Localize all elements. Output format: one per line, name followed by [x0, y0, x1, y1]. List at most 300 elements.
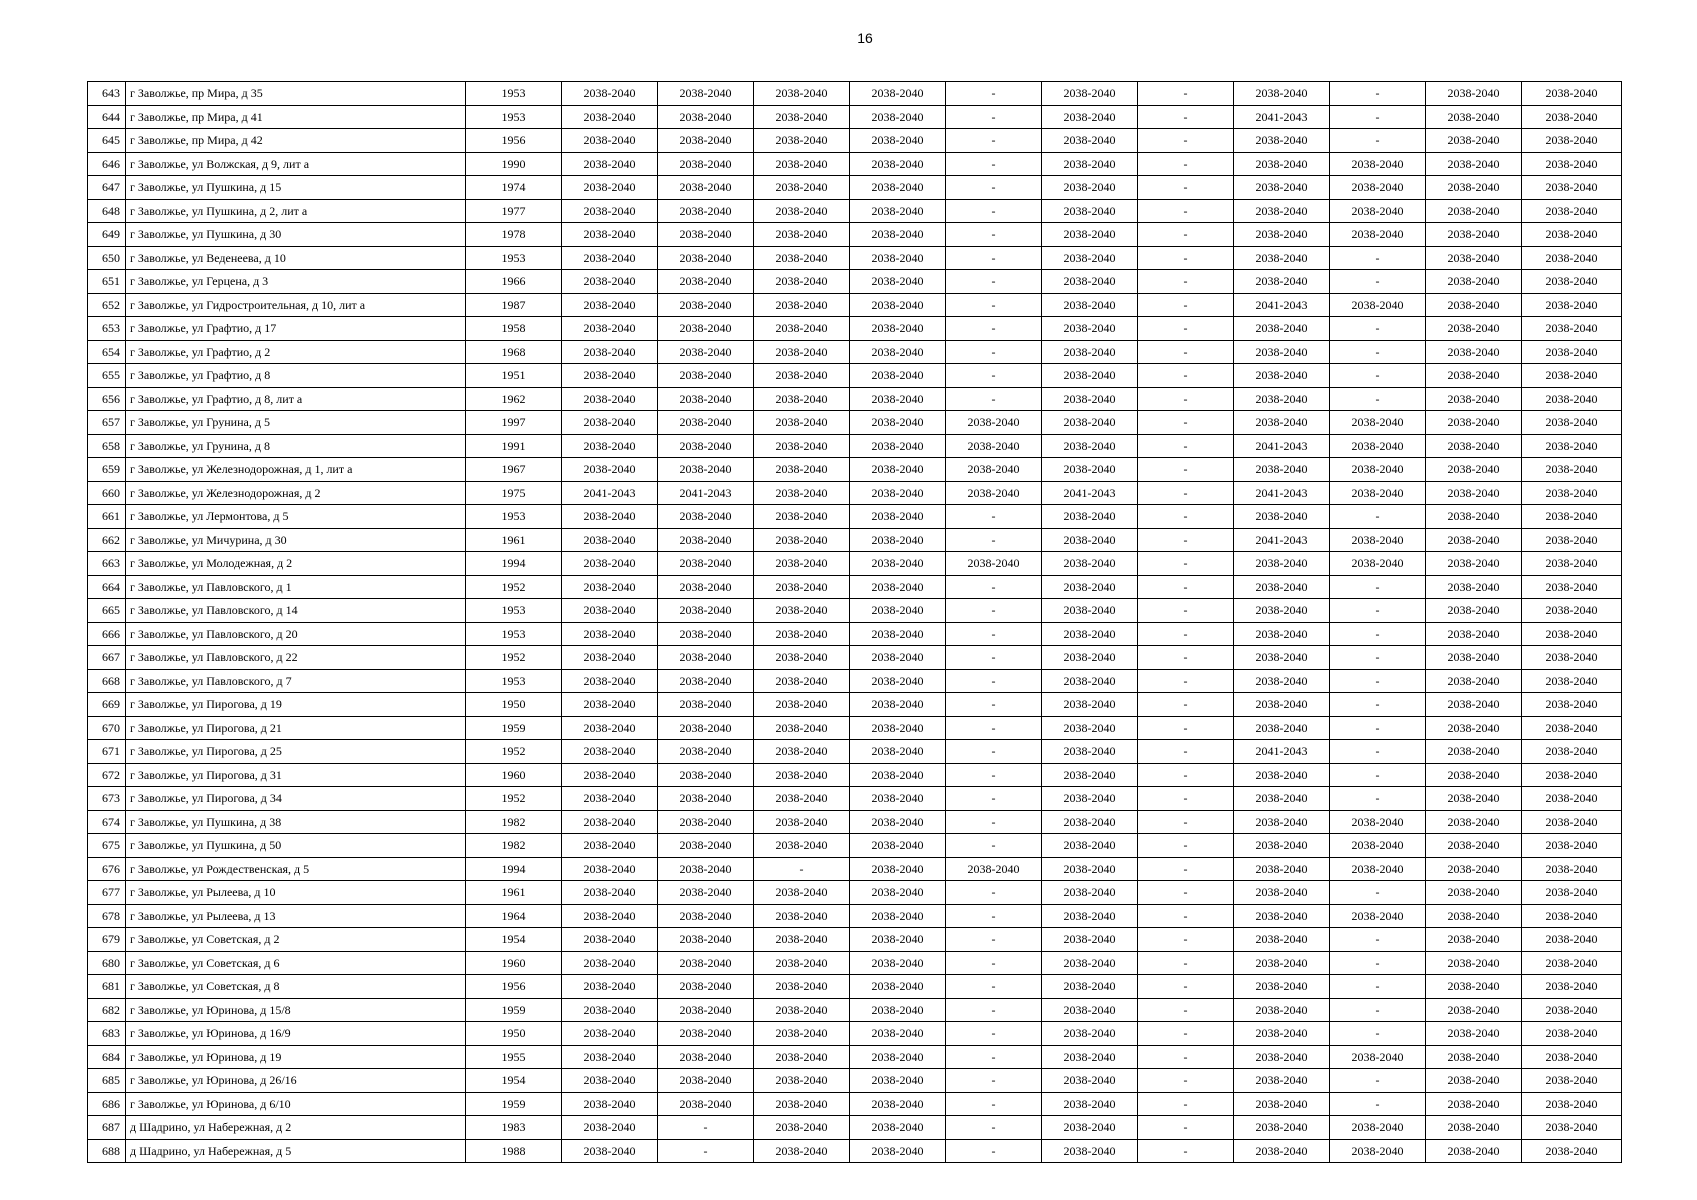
- cell-year-built: 1951: [466, 364, 562, 388]
- cell-row-number: 673: [88, 787, 126, 811]
- cell-work-10: 2038-2040: [1426, 998, 1522, 1022]
- table-row: [88, 434, 1622, 458]
- cell-work-9: 2038-2040: [1330, 434, 1426, 458]
- cell-work-10: 2038-2040: [1426, 176, 1522, 200]
- cell-work-5: 2038-2040: [946, 857, 1042, 881]
- cell-work-7: -: [1138, 223, 1234, 247]
- cell-work-2: 2038-2040: [658, 223, 754, 247]
- table-row: [88, 176, 1622, 200]
- cell-work-6: 2038-2040: [1042, 199, 1138, 223]
- cell-work-3: 2038-2040: [754, 575, 850, 599]
- cell-work-8: 2038-2040: [1234, 951, 1330, 975]
- table-row: [88, 716, 1622, 740]
- cell-work-5: -: [946, 293, 1042, 317]
- cell-work-7: -: [1138, 528, 1234, 552]
- cell-work-7: -: [1138, 105, 1234, 129]
- cell-work-11: 2038-2040: [1522, 857, 1622, 881]
- cell-work-7: -: [1138, 152, 1234, 176]
- cell-work-5: 2038-2040: [946, 552, 1042, 576]
- cell-row-number: 644: [88, 105, 126, 129]
- cell-work-8: 2041-2043: [1234, 105, 1330, 129]
- table-row: [88, 998, 1622, 1022]
- cell-work-10: 2038-2040: [1426, 834, 1522, 858]
- cell-address: г Заволжье, ул Павловского, д 7: [126, 669, 466, 693]
- table-row: [88, 763, 1622, 787]
- cell-work-5: -: [946, 787, 1042, 811]
- table-row: [88, 223, 1622, 247]
- cell-work-8: 2038-2040: [1234, 599, 1330, 623]
- cell-work-1: 2038-2040: [562, 1116, 658, 1140]
- cell-work-2: 2038-2040: [658, 810, 754, 834]
- cell-address: г Заволжье, ул Пушкина, д 38: [126, 810, 466, 834]
- cell-address: г Заволжье, ул Пирогова, д 25: [126, 740, 466, 764]
- cell-work-9: 2038-2040: [1330, 458, 1426, 482]
- cell-work-6: 2038-2040: [1042, 975, 1138, 999]
- cell-work-1: 2038-2040: [562, 505, 658, 529]
- cell-work-1: 2038-2040: [562, 928, 658, 952]
- table-row: [88, 552, 1622, 576]
- cell-work-5: -: [946, 834, 1042, 858]
- cell-row-number: 657: [88, 411, 126, 435]
- cell-work-10: 2038-2040: [1426, 787, 1522, 811]
- cell-year-built: 1953: [466, 622, 562, 646]
- cell-work-3: 2038-2040: [754, 82, 850, 106]
- cell-work-10: 2038-2040: [1426, 693, 1522, 717]
- cell-work-7: -: [1138, 951, 1234, 975]
- cell-work-1: 2038-2040: [562, 176, 658, 200]
- cell-work-11: 2038-2040: [1522, 82, 1622, 106]
- cell-work-5: -: [946, 340, 1042, 364]
- cell-work-2: 2038-2040: [658, 317, 754, 341]
- cell-work-7: -: [1138, 317, 1234, 341]
- cell-work-10: 2038-2040: [1426, 458, 1522, 482]
- cell-work-6: 2038-2040: [1042, 1045, 1138, 1069]
- cell-work-7: -: [1138, 693, 1234, 717]
- cell-work-9: -: [1330, 716, 1426, 740]
- cell-work-5: -: [946, 693, 1042, 717]
- cell-address: г Заволжье, ул Пирогова, д 34: [126, 787, 466, 811]
- cell-work-2: 2038-2040: [658, 763, 754, 787]
- cell-work-11: 2038-2040: [1522, 599, 1622, 623]
- cell-work-6: 2038-2040: [1042, 998, 1138, 1022]
- cell-work-11: 2038-2040: [1522, 787, 1622, 811]
- table-row: [88, 105, 1622, 129]
- cell-work-6: 2038-2040: [1042, 575, 1138, 599]
- cell-address: г Заволжье, ул Графтио, д 8, лит а: [126, 387, 466, 411]
- cell-work-9: -: [1330, 763, 1426, 787]
- cell-row-number: 660: [88, 481, 126, 505]
- cell-work-2: 2038-2040: [658, 881, 754, 905]
- cell-work-5: 2038-2040: [946, 458, 1042, 482]
- cell-year-built: 1983: [466, 1116, 562, 1140]
- cell-work-7: -: [1138, 646, 1234, 670]
- cell-work-7: -: [1138, 622, 1234, 646]
- cell-year-built: 1974: [466, 176, 562, 200]
- cell-row-number: 682: [88, 998, 126, 1022]
- cell-work-6: 2038-2040: [1042, 1116, 1138, 1140]
- table-row: [88, 340, 1622, 364]
- cell-work-5: -: [946, 928, 1042, 952]
- cell-work-2: -: [658, 1139, 754, 1163]
- cell-work-6: 2038-2040: [1042, 599, 1138, 623]
- cell-address: д Шадрино, ул Набережная, д 5: [126, 1139, 466, 1163]
- cell-work-9: -: [1330, 387, 1426, 411]
- cell-work-5: -: [946, 763, 1042, 787]
- cell-work-11: 2038-2040: [1522, 176, 1622, 200]
- cell-work-6: 2038-2040: [1042, 176, 1138, 200]
- cell-work-4: 2038-2040: [850, 317, 946, 341]
- cell-work-2: 2038-2040: [658, 434, 754, 458]
- cell-year-built: 1954: [466, 1069, 562, 1093]
- cell-work-8: 2038-2040: [1234, 1069, 1330, 1093]
- cell-work-10: 2038-2040: [1426, 1069, 1522, 1093]
- cell-work-7: -: [1138, 740, 1234, 764]
- cell-work-3: 2038-2040: [754, 1116, 850, 1140]
- cell-work-4: 2038-2040: [850, 528, 946, 552]
- cell-year-built: 1953: [466, 105, 562, 129]
- cell-work-9: -: [1330, 975, 1426, 999]
- cell-address: г Заволжье, пр Мира, д 41: [126, 105, 466, 129]
- cell-work-3: 2038-2040: [754, 364, 850, 388]
- cell-address: г Заволжье, ул Графтио, д 17: [126, 317, 466, 341]
- cell-row-number: 661: [88, 505, 126, 529]
- cell-row-number: 686: [88, 1092, 126, 1116]
- cell-work-9: -: [1330, 669, 1426, 693]
- cell-work-4: 2038-2040: [850, 505, 946, 529]
- table-row: [88, 646, 1622, 670]
- cell-work-2: 2038-2040: [658, 552, 754, 576]
- cell-work-9: -: [1330, 129, 1426, 153]
- cell-work-7: -: [1138, 904, 1234, 928]
- cell-address: д Шадрино, ул Набережная, д 2: [126, 1116, 466, 1140]
- cell-work-6: 2038-2040: [1042, 505, 1138, 529]
- cell-work-1: 2038-2040: [562, 1069, 658, 1093]
- cell-work-9: 2038-2040: [1330, 810, 1426, 834]
- table-row: [88, 1116, 1622, 1140]
- table-row: [88, 1022, 1622, 1046]
- cell-work-4: 2038-2040: [850, 646, 946, 670]
- cell-work-6: 2038-2040: [1042, 716, 1138, 740]
- cell-work-6: 2038-2040: [1042, 881, 1138, 905]
- cell-work-2: 2038-2040: [658, 740, 754, 764]
- table-row: [88, 951, 1622, 975]
- cell-work-7: -: [1138, 387, 1234, 411]
- cell-year-built: 1966: [466, 270, 562, 294]
- cell-work-2: 2038-2040: [658, 1045, 754, 1069]
- cell-work-7: -: [1138, 129, 1234, 153]
- cell-work-8: 2038-2040: [1234, 364, 1330, 388]
- cell-row-number: 652: [88, 293, 126, 317]
- cell-address: г Заволжье, ул Советская, д 8: [126, 975, 466, 999]
- cell-work-10: 2038-2040: [1426, 223, 1522, 247]
- cell-work-1: 2038-2040: [562, 246, 658, 270]
- cell-work-1: 2038-2040: [562, 881, 658, 905]
- cell-work-4: 2038-2040: [850, 552, 946, 576]
- table-row: [88, 317, 1622, 341]
- cell-work-3: 2038-2040: [754, 293, 850, 317]
- cell-row-number: 648: [88, 199, 126, 223]
- cell-work-6: 2038-2040: [1042, 1139, 1138, 1163]
- cell-work-9: -: [1330, 951, 1426, 975]
- cell-work-2: 2038-2040: [658, 411, 754, 435]
- table-row: [88, 528, 1622, 552]
- cell-work-7: -: [1138, 1139, 1234, 1163]
- cell-work-9: 2038-2040: [1330, 1045, 1426, 1069]
- cell-row-number: 662: [88, 528, 126, 552]
- cell-work-2: 2038-2040: [658, 246, 754, 270]
- cell-row-number: 654: [88, 340, 126, 364]
- cell-row-number: 676: [88, 857, 126, 881]
- cell-row-number: 659: [88, 458, 126, 482]
- cell-work-6: 2038-2040: [1042, 223, 1138, 247]
- cell-work-7: -: [1138, 1092, 1234, 1116]
- cell-work-11: 2038-2040: [1522, 928, 1622, 952]
- cell-work-1: 2038-2040: [562, 857, 658, 881]
- cell-work-6: 2038-2040: [1042, 82, 1138, 106]
- cell-year-built: 1953: [466, 505, 562, 529]
- cell-work-11: 2038-2040: [1522, 763, 1622, 787]
- cell-work-6: 2038-2040: [1042, 152, 1138, 176]
- cell-work-6: 2038-2040: [1042, 740, 1138, 764]
- cell-work-6: 2038-2040: [1042, 458, 1138, 482]
- cell-work-9: -: [1330, 1092, 1426, 1116]
- cell-work-10: 2038-2040: [1426, 857, 1522, 881]
- cell-work-7: -: [1138, 481, 1234, 505]
- cell-work-3: 2038-2040: [754, 152, 850, 176]
- cell-work-11: 2038-2040: [1522, 458, 1622, 482]
- cell-work-1: 2038-2040: [562, 317, 658, 341]
- cell-work-3: 2038-2040: [754, 199, 850, 223]
- cell-work-5: -: [946, 270, 1042, 294]
- cell-work-5: -: [946, 105, 1042, 129]
- cell-work-8: 2041-2043: [1234, 528, 1330, 552]
- cell-row-number: 674: [88, 810, 126, 834]
- cell-work-5: -: [946, 387, 1042, 411]
- cell-work-11: 2038-2040: [1522, 223, 1622, 247]
- cell-year-built: 1961: [466, 528, 562, 552]
- cell-year-built: 1968: [466, 340, 562, 364]
- cell-work-10: 2038-2040: [1426, 293, 1522, 317]
- cell-work-11: 2038-2040: [1522, 693, 1622, 717]
- cell-work-9: -: [1330, 575, 1426, 599]
- cell-work-9: -: [1330, 622, 1426, 646]
- cell-row-number: 668: [88, 669, 126, 693]
- table-row: [88, 787, 1622, 811]
- cell-work-4: 2038-2040: [850, 599, 946, 623]
- cell-work-7: -: [1138, 411, 1234, 435]
- cell-row-number: 664: [88, 575, 126, 599]
- cell-work-7: -: [1138, 834, 1234, 858]
- cell-work-3: -: [754, 857, 850, 881]
- cell-work-1: 2038-2040: [562, 787, 658, 811]
- cell-work-2: 2038-2040: [658, 1069, 754, 1093]
- cell-year-built: 1953: [466, 599, 562, 623]
- cell-work-3: 2038-2040: [754, 317, 850, 341]
- table-row: [88, 505, 1622, 529]
- cell-work-4: 2038-2040: [850, 857, 946, 881]
- cell-work-9: 2038-2040: [1330, 481, 1426, 505]
- cell-work-8: 2041-2043: [1234, 481, 1330, 505]
- cell-work-4: 2038-2040: [850, 575, 946, 599]
- cell-work-2: 2038-2040: [658, 129, 754, 153]
- cell-work-9: -: [1330, 270, 1426, 294]
- cell-work-2: 2038-2040: [658, 716, 754, 740]
- cell-address: г Заволжье, ул Юринова, д 6/10: [126, 1092, 466, 1116]
- cell-work-7: -: [1138, 975, 1234, 999]
- cell-work-3: 2038-2040: [754, 810, 850, 834]
- cell-work-3: 2038-2040: [754, 998, 850, 1022]
- cell-work-3: 2038-2040: [754, 669, 850, 693]
- cell-work-2: 2038-2040: [658, 693, 754, 717]
- cell-work-11: 2038-2040: [1522, 998, 1622, 1022]
- cell-work-4: 2038-2040: [850, 740, 946, 764]
- cell-work-3: 2038-2040: [754, 951, 850, 975]
- cell-work-1: 2038-2040: [562, 364, 658, 388]
- cell-work-10: 2038-2040: [1426, 904, 1522, 928]
- table-row: [88, 810, 1622, 834]
- cell-work-1: 2038-2040: [562, 834, 658, 858]
- cell-work-1: 2038-2040: [562, 387, 658, 411]
- cell-address: г Заволжье, ул Графтио, д 2: [126, 340, 466, 364]
- cell-work-2: 2038-2040: [658, 528, 754, 552]
- table-row: [88, 152, 1622, 176]
- table-body: [88, 82, 1622, 1163]
- cell-work-4: 2038-2040: [850, 340, 946, 364]
- cell-work-5: -: [946, 223, 1042, 247]
- cell-work-8: 2038-2040: [1234, 82, 1330, 106]
- cell-work-9: -: [1330, 881, 1426, 905]
- cell-work-4: 2038-2040: [850, 199, 946, 223]
- cell-work-1: 2038-2040: [562, 716, 658, 740]
- table-row: [88, 904, 1622, 928]
- cell-work-11: 2038-2040: [1522, 434, 1622, 458]
- cell-work-1: 2038-2040: [562, 105, 658, 129]
- cell-work-11: 2038-2040: [1522, 505, 1622, 529]
- cell-work-1: 2038-2040: [562, 904, 658, 928]
- cell-work-8: 2038-2040: [1234, 199, 1330, 223]
- cell-work-8: 2038-2040: [1234, 810, 1330, 834]
- cell-row-number: 666: [88, 622, 126, 646]
- cell-work-2: 2038-2040: [658, 199, 754, 223]
- cell-address: г Заволжье, ул Грунина, д 8: [126, 434, 466, 458]
- cell-work-3: 2038-2040: [754, 458, 850, 482]
- cell-work-9: -: [1330, 1022, 1426, 1046]
- table-row: [88, 693, 1622, 717]
- cell-work-9: -: [1330, 998, 1426, 1022]
- cell-work-5: -: [946, 505, 1042, 529]
- cell-row-number: 655: [88, 364, 126, 388]
- cell-year-built: 1988: [466, 1139, 562, 1163]
- cell-row-number: 650: [88, 246, 126, 270]
- cell-address: г Заволжье, ул Пирогова, д 21: [126, 716, 466, 740]
- cell-address: г Заволжье, ул Пушкина, д 15: [126, 176, 466, 200]
- cell-work-4: 2038-2040: [850, 1022, 946, 1046]
- cell-work-8: 2038-2040: [1234, 387, 1330, 411]
- cell-work-10: 2038-2040: [1426, 646, 1522, 670]
- cell-work-6: 2038-2040: [1042, 763, 1138, 787]
- cell-work-6: 2038-2040: [1042, 317, 1138, 341]
- cell-work-11: 2038-2040: [1522, 834, 1622, 858]
- cell-work-9: 2038-2040: [1330, 152, 1426, 176]
- cell-work-1: 2038-2040: [562, 129, 658, 153]
- cell-work-2: 2038-2040: [658, 387, 754, 411]
- cell-work-11: 2038-2040: [1522, 669, 1622, 693]
- cell-work-9: -: [1330, 340, 1426, 364]
- cell-address: г Заволжье, ул Павловского, д 20: [126, 622, 466, 646]
- cell-year-built: 1950: [466, 693, 562, 717]
- cell-work-2: -: [658, 1116, 754, 1140]
- cell-row-number: 669: [88, 693, 126, 717]
- cell-work-1: 2038-2040: [562, 1092, 658, 1116]
- cell-work-9: 2038-2040: [1330, 223, 1426, 247]
- cell-year-built: 1975: [466, 481, 562, 505]
- cell-work-8: 2041-2043: [1234, 293, 1330, 317]
- cell-work-9: -: [1330, 105, 1426, 129]
- cell-work-8: 2038-2040: [1234, 1139, 1330, 1163]
- cell-work-2: 2038-2040: [658, 787, 754, 811]
- cell-row-number: 683: [88, 1022, 126, 1046]
- cell-work-11: 2038-2040: [1522, 1092, 1622, 1116]
- cell-work-5: -: [946, 1092, 1042, 1116]
- table-row: [88, 1092, 1622, 1116]
- cell-work-3: 2038-2040: [754, 693, 850, 717]
- cell-work-6: 2038-2040: [1042, 246, 1138, 270]
- cell-work-11: 2038-2040: [1522, 1045, 1622, 1069]
- cell-work-2: 2038-2040: [658, 458, 754, 482]
- cell-work-2: 2038-2040: [658, 599, 754, 623]
- cell-work-11: 2038-2040: [1522, 129, 1622, 153]
- cell-address: г Заволжье, ул Пирогова, д 19: [126, 693, 466, 717]
- table-row: [88, 740, 1622, 764]
- cell-year-built: 1982: [466, 810, 562, 834]
- cell-year-built: 1954: [466, 928, 562, 952]
- cell-work-5: -: [946, 1045, 1042, 1069]
- cell-address: г Заволжье, ул Пирогова, д 31: [126, 763, 466, 787]
- cell-work-9: -: [1330, 693, 1426, 717]
- cell-work-4: 2038-2040: [850, 975, 946, 999]
- cell-year-built: 1953: [466, 669, 562, 693]
- cell-year-built: 1959: [466, 1092, 562, 1116]
- cell-work-1: 2038-2040: [562, 82, 658, 106]
- table-row: [88, 857, 1622, 881]
- cell-address: г Заволжье, ул Павловского, д 1: [126, 575, 466, 599]
- cell-year-built: 1959: [466, 716, 562, 740]
- cell-work-4: 2038-2040: [850, 763, 946, 787]
- cell-work-4: 2038-2040: [850, 998, 946, 1022]
- cell-work-10: 2038-2040: [1426, 199, 1522, 223]
- cell-work-7: -: [1138, 716, 1234, 740]
- cell-work-8: 2038-2040: [1234, 787, 1330, 811]
- cell-work-4: 2038-2040: [850, 364, 946, 388]
- cell-work-10: 2038-2040: [1426, 364, 1522, 388]
- cell-work-11: 2038-2040: [1522, 881, 1622, 905]
- cell-work-10: 2038-2040: [1426, 599, 1522, 623]
- cell-work-8: 2038-2040: [1234, 1116, 1330, 1140]
- page-number: 16: [857, 30, 873, 46]
- cell-work-10: 2038-2040: [1426, 575, 1522, 599]
- cell-work-5: -: [946, 1022, 1042, 1046]
- cell-work-1: 2038-2040: [562, 810, 658, 834]
- cell-work-3: 2038-2040: [754, 1022, 850, 1046]
- cell-work-4: 2038-2040: [850, 270, 946, 294]
- cell-work-6: 2038-2040: [1042, 646, 1138, 670]
- cell-work-5: -: [946, 528, 1042, 552]
- cell-row-number: 680: [88, 951, 126, 975]
- cell-work-5: -: [946, 317, 1042, 341]
- cell-work-3: 2038-2040: [754, 928, 850, 952]
- cell-row-number: 687: [88, 1116, 126, 1140]
- cell-work-4: 2038-2040: [850, 152, 946, 176]
